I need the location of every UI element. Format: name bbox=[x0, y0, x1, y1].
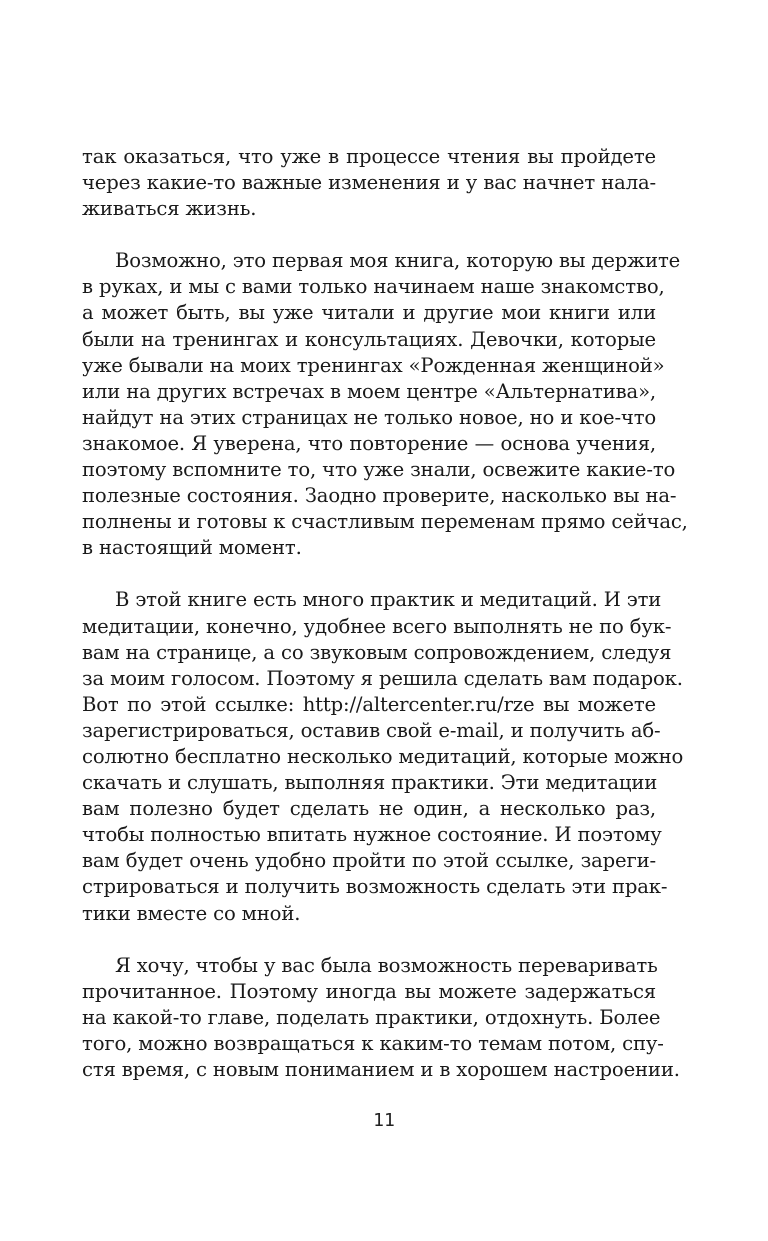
text-line: найдут на этих страницах не только новое, но и кое-что bbox=[82, 405, 657, 429]
text-line: полнены и готовы к счастливым переменам прямо сейчас, bbox=[82, 510, 688, 534]
text-line: за моим голосом. Поэтому я решила сделать вам подарок. bbox=[82, 666, 683, 690]
page-number: 11 bbox=[373, 1110, 395, 1131]
text-line: а может быть, вы уже читали и другие мои книги или bbox=[82, 301, 656, 325]
text-line: уже бывали на моих тренингах «Рожденная женщиной» bbox=[82, 353, 665, 377]
text-line: живаться жизнь. bbox=[82, 197, 257, 221]
text-line: того, можно возвращаться к каким-то темам потом, спу- bbox=[82, 1031, 664, 1055]
paragraph-2 bbox=[82, 248, 688, 561]
text-line: прочитанное. Поэтому иногда вы можете задержаться bbox=[82, 979, 656, 1003]
text-line: Я хочу, чтобы у вас была возможность переваривать bbox=[115, 953, 658, 977]
text-line: так оказаться, что уже в процессе чтения вы пройдете bbox=[82, 145, 656, 168]
text-line: Вот по этой ссылке: http://altercenter.ru/rze вы можете bbox=[82, 692, 656, 716]
text-line: в руках, и мы с вами только начинаем наше знакомство, bbox=[82, 275, 665, 299]
text-line: тики вместе со мной. bbox=[82, 901, 301, 925]
text-line: вам на странице, а со звуковым сопровождением, следуя bbox=[82, 640, 672, 664]
text-line: Возможно, это первая моя книга, которую вы держите bbox=[115, 249, 681, 273]
text-line: полезные состояния. Заодно проверите, насколько вы на- bbox=[82, 484, 677, 508]
text-line: поэтому вспомните то, что уже знали, освежите какие-то bbox=[82, 458, 676, 482]
text-line: на какой-то главе, поделать практики, отдохнуть. Более bbox=[82, 1005, 661, 1029]
text-line: через какие-то важные изменения и у вас начнет нала- bbox=[82, 171, 656, 195]
text-line: стрироваться и получить возможность сделать эти прак- bbox=[82, 875, 668, 899]
text-line: медитации, конечно, удобнее всего выполнять не по бук- bbox=[82, 614, 672, 638]
text-line: зарегистрироваться, оставив свой e-mail, и получить аб- bbox=[82, 718, 661, 742]
text-line: солютно бесплатно несколько медитаций, которые можно bbox=[82, 744, 684, 768]
text-line: знакомое. Я уверена, что повторение — основа учения, bbox=[82, 431, 656, 455]
text-line: вам полезно будет сделать не один, а несколько раз, bbox=[82, 797, 656, 821]
text-line: вам будет очень удобно пройти по этой ссылке, зареги- bbox=[82, 849, 656, 873]
text-line: стя время, с новым пониманием и в хорошем настроении. bbox=[82, 1058, 680, 1081]
text-line: скачать и слушать, выполняя практики. Эти медитации bbox=[82, 771, 658, 795]
text-line: В этой книге есть много практик и медитаций. И эти bbox=[115, 588, 662, 612]
text-line: были на тренингах и консультациях. Девочки, которые bbox=[82, 327, 656, 351]
paragraph-3 bbox=[82, 587, 684, 926]
paragraph-1 bbox=[82, 144, 656, 222]
text-line: в настоящий момент. bbox=[82, 536, 302, 560]
text-line: или на других встречах в моем центре «Альтернатива», bbox=[82, 379, 656, 403]
text-line: чтобы полностью впитать нужное состояние. И поэтому bbox=[82, 823, 662, 847]
page-text bbox=[82, 144, 688, 1109]
paragraph-4 bbox=[82, 953, 680, 1083]
